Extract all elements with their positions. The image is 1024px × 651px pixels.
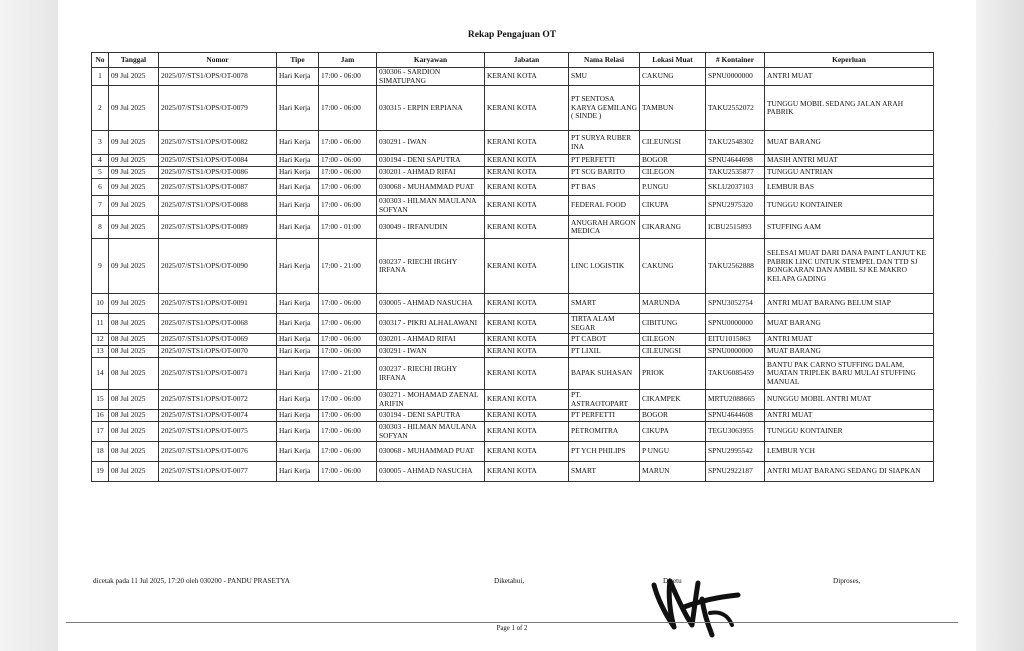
- table-cell: 2025/07/STS1/OPS/OT-0075: [159, 422, 277, 442]
- page-number: Page 1 of 2: [496, 625, 528, 632]
- table-cell: 08 Jul 2025: [109, 358, 159, 390]
- table-cell: 09 Jul 2025: [109, 68, 159, 86]
- table-cell: TAKU2535877: [706, 167, 765, 179]
- table-row: [92, 167, 934, 179]
- table-cell: 030049 - IRFANUDIN: [377, 216, 485, 239]
- table-cell: Hari Kerja: [277, 86, 319, 131]
- table-cell: 09 Jul 2025: [109, 86, 159, 131]
- table-cell: ANTRI MUAT: [765, 68, 934, 86]
- table-row: [92, 422, 934, 442]
- table-cell: 09 Jul 2025: [109, 196, 159, 216]
- table-cell: CIBITUNG: [640, 314, 706, 334]
- table-cell: 2025/07/STS1/OPS/OT-0082: [159, 131, 277, 155]
- table-cell: 030291 - IWAN: [377, 131, 485, 155]
- table-cell: MUAT BARANG: [765, 131, 934, 155]
- table-cell: P UNGU: [640, 442, 706, 462]
- table-cell: FEDERAL FOOD: [569, 196, 640, 216]
- table-cell: STUFFING AAM: [765, 216, 934, 239]
- table-cell: KERANI KOTA: [485, 131, 569, 155]
- table-cell: MASIH ANTRI MUAT: [765, 155, 934, 167]
- table-cell: CILEUNGSI: [640, 346, 706, 358]
- table-cell: 030005 - AHMAD NASUCHA: [377, 462, 485, 482]
- table-cell: TAKU2548302: [706, 131, 765, 155]
- table-cell: 030271 - MOHAMAD ZAENAL ARIFIN: [377, 390, 485, 410]
- table-cell: MARUNDA: [640, 294, 706, 314]
- table-cell: CIKUPA: [640, 422, 706, 442]
- table-cell: PT. ASTRAOTOPART: [569, 390, 640, 410]
- table-cell: SPNU3052754: [706, 294, 765, 314]
- table-cell: KERANI KOTA: [485, 196, 569, 216]
- column-header: Karyawan: [377, 53, 485, 68]
- table-cell: ANUGRAH ARGON MEDICA: [569, 216, 640, 239]
- table-cell: 17:00 - 06:00: [319, 167, 377, 179]
- table-cell: 08 Jul 2025: [109, 422, 159, 442]
- table-cell: 4: [92, 155, 109, 167]
- table-cell: 17:00 - 06:00: [319, 86, 377, 131]
- table-cell: SMU: [569, 68, 640, 86]
- table-cell: PRIOK: [640, 358, 706, 390]
- table-cell: 08 Jul 2025: [109, 314, 159, 334]
- table-header-row: [92, 53, 934, 68]
- column-header: Tanggal: [109, 53, 159, 68]
- table-cell: Hari Kerja: [277, 346, 319, 358]
- table-cell: PT PERFETTI: [569, 155, 640, 167]
- viewer-left-margin: [0, 0, 58, 651]
- table-cell: 9: [92, 239, 109, 294]
- viewer-right-margin: [976, 0, 1024, 651]
- table-cell: 2025/07/STS1/OPS/OT-0091: [159, 294, 277, 314]
- table-cell: KERANI KOTA: [485, 155, 569, 167]
- table-cell: SPNU0000000: [706, 346, 765, 358]
- table-cell: KERANI KOTA: [485, 239, 569, 294]
- table-row: [92, 179, 934, 196]
- table-cell: PT SENTOSA KARYA GEMILANG ( SINDE ): [569, 86, 640, 131]
- table-cell: 17:00 - 06:00: [319, 314, 377, 334]
- table-cell: SPNU2975320: [706, 196, 765, 216]
- table-cell: 2025/07/STS1/OPS/OT-0068: [159, 314, 277, 334]
- column-header: Tipe: [277, 53, 319, 68]
- table-cell: Hari Kerja: [277, 155, 319, 167]
- table-cell: SPNU4644608: [706, 410, 765, 422]
- table-cell: SPNU0000000: [706, 314, 765, 334]
- table-cell: 17:00 - 06:00: [319, 422, 377, 442]
- table-cell: Hari Kerja: [277, 167, 319, 179]
- table-cell: 08 Jul 2025: [109, 390, 159, 410]
- table-cell: 2025/07/STS1/OPS/OT-0089: [159, 216, 277, 239]
- table-cell: MUAT BARANG: [765, 346, 934, 358]
- table-cell: 2025/07/STS1/OPS/OT-0069: [159, 334, 277, 346]
- table-cell: 2025/07/STS1/OPS/OT-0071: [159, 358, 277, 390]
- table-cell: Hari Kerja: [277, 462, 319, 482]
- table-cell: KERANI KOTA: [485, 314, 569, 334]
- table-cell: 5: [92, 167, 109, 179]
- table-body: [92, 68, 934, 482]
- table-row: [92, 196, 934, 216]
- table-cell: Hari Kerja: [277, 314, 319, 334]
- table-cell: SPNU4644698: [706, 155, 765, 167]
- table-cell: KERANI KOTA: [485, 410, 569, 422]
- table-row: [92, 358, 934, 390]
- table-cell: 1: [92, 68, 109, 86]
- column-header: Nama Relasi: [569, 53, 640, 68]
- table-cell: ICBU2515893: [706, 216, 765, 239]
- table-cell: TUNGGU KONTAINER: [765, 422, 934, 442]
- table-cell: Hari Kerja: [277, 334, 319, 346]
- table-cell: 2: [92, 86, 109, 131]
- table-cell: BOGOR: [640, 155, 706, 167]
- table-cell: KERANI KOTA: [485, 334, 569, 346]
- table-cell: LINC LOGISTIK: [569, 239, 640, 294]
- table-cell: CAKUNG: [640, 239, 706, 294]
- table-cell: 2025/07/STS1/OPS/OT-0076: [159, 442, 277, 462]
- table-cell: SPNU2922187: [706, 462, 765, 482]
- table-cell: SMART: [569, 294, 640, 314]
- table-row: [92, 462, 934, 482]
- table-cell: BAPAK SUHASAN: [569, 358, 640, 390]
- table-cell: CILEGON: [640, 334, 706, 346]
- table-cell: 08 Jul 2025: [109, 334, 159, 346]
- table-cell: 2025/07/STS1/OPS/OT-0090: [159, 239, 277, 294]
- table-cell: 3: [92, 131, 109, 155]
- table-cell: 030194 - DENI SAPUTRA: [377, 155, 485, 167]
- table-cell: TUNGGU MOBIL SEDANG JALAN ARAH PABRIK: [765, 86, 934, 131]
- table-row: [92, 294, 934, 314]
- table-cell: 12: [92, 334, 109, 346]
- table-cell: 8: [92, 216, 109, 239]
- table-cell: 17:00 - 06:00: [319, 334, 377, 346]
- table-cell: Hari Kerja: [277, 68, 319, 86]
- table-cell: KERANI KOTA: [485, 216, 569, 239]
- table-cell: Hari Kerja: [277, 442, 319, 462]
- table-cell: SPNU2995542: [706, 442, 765, 462]
- table-cell: Hari Kerja: [277, 358, 319, 390]
- table-cell: 030194 - DENI SAPUTRA: [377, 410, 485, 422]
- table-cell: ANTRI MUAT: [765, 410, 934, 422]
- table-cell: 030237 - RIECHI IRGHY IRFANA: [377, 239, 485, 294]
- table-cell: 19: [92, 462, 109, 482]
- table-cell: 14: [92, 358, 109, 390]
- table-cell: KERANI KOTA: [485, 294, 569, 314]
- table-cell: 09 Jul 2025: [109, 216, 159, 239]
- processed-label: Diproses,: [833, 577, 861, 585]
- table-cell: 030005 - AHMAD NASUCHA: [377, 294, 485, 314]
- table-cell: PT SCG BARITO: [569, 167, 640, 179]
- column-header: No: [92, 53, 109, 68]
- column-header: Nomor: [159, 53, 277, 68]
- table-cell: 030237 - RIECHI IRGHY IRFANA: [377, 358, 485, 390]
- table-cell: 030201 - AHMAD RIFAI: [377, 167, 485, 179]
- table-cell: BOGOR: [640, 410, 706, 422]
- table-cell: 09 Jul 2025: [109, 179, 159, 196]
- table-cell: 030201 - AHMAD RIFAI: [377, 334, 485, 346]
- table-row: [92, 334, 934, 346]
- table-cell: TAKU2562888: [706, 239, 765, 294]
- table-cell: 2025/07/STS1/OPS/OT-0088: [159, 196, 277, 216]
- table-cell: 2025/07/STS1/OPS/OT-0087: [159, 179, 277, 196]
- table-cell: 09 Jul 2025: [109, 167, 159, 179]
- table-cell: 030068 - MUHAMMAD PUAT: [377, 442, 485, 462]
- column-header: # Kontainer: [706, 53, 765, 68]
- document-title: Rekap Pengajuan OT: [467, 30, 557, 40]
- table-cell: 17:00 - 06:00: [319, 346, 377, 358]
- table-cell: KERANI KOTA: [485, 422, 569, 442]
- table-cell: 2025/07/STS1/OPS/OT-0077: [159, 462, 277, 482]
- table-cell: PT LIXIL: [569, 346, 640, 358]
- table-cell: 17:00 - 06:00: [319, 179, 377, 196]
- table-cell: 15: [92, 390, 109, 410]
- table-cell: Hari Kerja: [277, 390, 319, 410]
- table-cell: KERANI KOTA: [485, 86, 569, 131]
- table-cell: Hari Kerja: [277, 422, 319, 442]
- table-cell: 7: [92, 196, 109, 216]
- table-cell: PT PERFETTI: [569, 410, 640, 422]
- table-cell: KERANI KOTA: [485, 358, 569, 390]
- table-cell: 17:00 - 06:00: [319, 294, 377, 314]
- table-cell: KERANI KOTA: [485, 462, 569, 482]
- table-cell: 08 Jul 2025: [109, 410, 159, 422]
- table-cell: LEMBUR YCH: [765, 442, 934, 462]
- table-row: [92, 216, 934, 239]
- print-info: dicetak pada 11 Jul 2025, 17:20 oleh 030200 - PANDU PRASETYA: [93, 577, 290, 585]
- table-cell: 030291 - IWAN: [377, 346, 485, 358]
- column-header: Keperluan: [765, 53, 934, 68]
- ot-table: [91, 52, 934, 482]
- table-cell: Hari Kerja: [277, 216, 319, 239]
- table-cell: SELESAI MUAT DARI DANA PAINT LANJUT KE PABRIK LINC UNTUK STEMPEL DAN TTD SJ BONGKARAN DAN AMBIL SJ KE MAKRO KELAPA GADING: [765, 239, 934, 294]
- table-cell: TUNGGU ANTRIAN: [765, 167, 934, 179]
- table-cell: 2025/07/STS1/OPS/OT-0072: [159, 390, 277, 410]
- page-footer-rule: [66, 622, 958, 623]
- table-cell: ANTRI MUAT BARANG SEDANG DI SIAPKAN: [765, 462, 934, 482]
- table-cell: TUNGGU KONTAINER: [765, 196, 934, 216]
- table-cell: 030317 - PIKRI ALHALAWANI: [377, 314, 485, 334]
- table-cell: 17:00 - 06:00: [319, 68, 377, 86]
- table-row: [92, 442, 934, 462]
- table-cell: PT CABOT: [569, 334, 640, 346]
- table-cell: 17:00 - 06:00: [319, 442, 377, 462]
- table-cell: 6: [92, 179, 109, 196]
- table-cell: 09 Jul 2025: [109, 294, 159, 314]
- table-cell: 17:00 - 06:00: [319, 390, 377, 410]
- table-row: [92, 390, 934, 410]
- table-cell: PT SURYA RUBER INA: [569, 131, 640, 155]
- table-cell: KERANI KOTA: [485, 179, 569, 196]
- table-cell: 11: [92, 314, 109, 334]
- table-cell: 2025/07/STS1/OPS/OT-0086: [159, 167, 277, 179]
- table-cell: MRTU2088665: [706, 390, 765, 410]
- table-cell: 17:00 - 21:00: [319, 358, 377, 390]
- table-cell: CIKAMPEK: [640, 390, 706, 410]
- table-cell: 17:00 - 06:00: [319, 410, 377, 422]
- table-row: [92, 86, 934, 131]
- table-cell: P.UNGU: [640, 179, 706, 196]
- table-cell: Hari Kerja: [277, 131, 319, 155]
- table-cell: 16: [92, 410, 109, 422]
- table-cell: 030303 - HILMAN MAULANA SOFYAN: [377, 422, 485, 442]
- table-cell: CAKUNG: [640, 68, 706, 86]
- table-cell: 17:00 - 06:00: [319, 462, 377, 482]
- table-cell: PT YCH PHILIPS: [569, 442, 640, 462]
- table-cell: TAMBUN: [640, 86, 706, 131]
- table-cell: 2025/07/STS1/OPS/OT-0070: [159, 346, 277, 358]
- table-cell: PETROMITRA: [569, 422, 640, 442]
- table-cell: 17:00 - 01:00: [319, 216, 377, 239]
- table-row: [92, 314, 934, 334]
- table-cell: TAKU6085459: [706, 358, 765, 390]
- table-cell: MUAT BARANG: [765, 314, 934, 334]
- table-cell: CIKUPA: [640, 196, 706, 216]
- column-header: Jam: [319, 53, 377, 68]
- table-cell: ANTRI MUAT: [765, 334, 934, 346]
- table-cell: 10: [92, 294, 109, 314]
- table-cell: 17:00 - 06:00: [319, 131, 377, 155]
- table-cell: 2025/07/STS1/OPS/OT-0078: [159, 68, 277, 86]
- table-cell: 17:00 - 06:00: [319, 196, 377, 216]
- table-cell: 08 Jul 2025: [109, 462, 159, 482]
- table-cell: EITU1015863: [706, 334, 765, 346]
- table-cell: SMART: [569, 462, 640, 482]
- table-cell: KERANI KOTA: [485, 167, 569, 179]
- table-cell: 17:00 - 21:00: [319, 239, 377, 294]
- table-cell: 08 Jul 2025: [109, 442, 159, 462]
- table-cell: CIKARANG: [640, 216, 706, 239]
- column-header: Lokasi Muat: [640, 53, 706, 68]
- table-cell: 17:00 - 06:00: [319, 155, 377, 167]
- table-cell: LEMBUR BAS: [765, 179, 934, 196]
- table-cell: NUNGGU MOBIL ANTRI MUAT: [765, 390, 934, 410]
- table-cell: 13: [92, 346, 109, 358]
- approved-label: Disetu: [663, 577, 682, 585]
- table-cell: TEGU3063955: [706, 422, 765, 442]
- table-cell: 030068 - MUHAMMAD PUAT: [377, 179, 485, 196]
- table-row: [92, 131, 934, 155]
- table-cell: 2025/07/STS1/OPS/OT-0074: [159, 410, 277, 422]
- table-cell: Hari Kerja: [277, 294, 319, 314]
- table-cell: 2025/07/STS1/OPS/OT-0079: [159, 86, 277, 131]
- table-cell: 030306 - SARDION SIMATUPANG: [377, 68, 485, 86]
- table-cell: MARUN: [640, 462, 706, 482]
- table-cell: Hari Kerja: [277, 196, 319, 216]
- table-cell: 030303 - HILMAN MAULANA SOFYAN: [377, 196, 485, 216]
- table-cell: TAKU2552072: [706, 86, 765, 131]
- table-cell: 09 Jul 2025: [109, 131, 159, 155]
- table-cell: KERANI KOTA: [485, 442, 569, 462]
- table-row: [92, 410, 934, 422]
- table-cell: TIRTA ALAM SEGAR: [569, 314, 640, 334]
- table-cell: 18: [92, 442, 109, 462]
- table-cell: CILEUNGSI: [640, 131, 706, 155]
- table-cell: ANTRI MUAT BARANG BELUM SIAP: [765, 294, 934, 314]
- table-cell: 09 Jul 2025: [109, 239, 159, 294]
- table-cell: BANTU PAK CARNO STUFFING DALAM, MUATAN TRIPLEK BARU MULAI STUFFING MANUAL: [765, 358, 934, 390]
- table-cell: KERANI KOTA: [485, 346, 569, 358]
- table-cell: Hari Kerja: [277, 239, 319, 294]
- table-cell: 17: [92, 422, 109, 442]
- known-label: Diketahui,: [494, 577, 525, 585]
- table-cell: SPNU0000000: [706, 68, 765, 86]
- table-cell: KERANI KOTA: [485, 68, 569, 86]
- table-cell: Hari Kerja: [277, 410, 319, 422]
- table-cell: 2025/07/STS1/OPS/OT-0084: [159, 155, 277, 167]
- table-cell: 08 Jul 2025: [109, 346, 159, 358]
- table-cell: SKLU2037103: [706, 179, 765, 196]
- table-row: [92, 239, 934, 294]
- table-cell: Hari Kerja: [277, 179, 319, 196]
- table-cell: KERANI KOTA: [485, 390, 569, 410]
- table-row: [92, 155, 934, 167]
- table-cell: 09 Jul 2025: [109, 155, 159, 167]
- table-cell: 030315 - ERPIN ERPIANA: [377, 86, 485, 131]
- column-header: Jabatan: [485, 53, 569, 68]
- table-row: [92, 346, 934, 358]
- table-cell: CILEGON: [640, 167, 706, 179]
- table-cell: PT BAS: [569, 179, 640, 196]
- table-row: [92, 68, 934, 86]
